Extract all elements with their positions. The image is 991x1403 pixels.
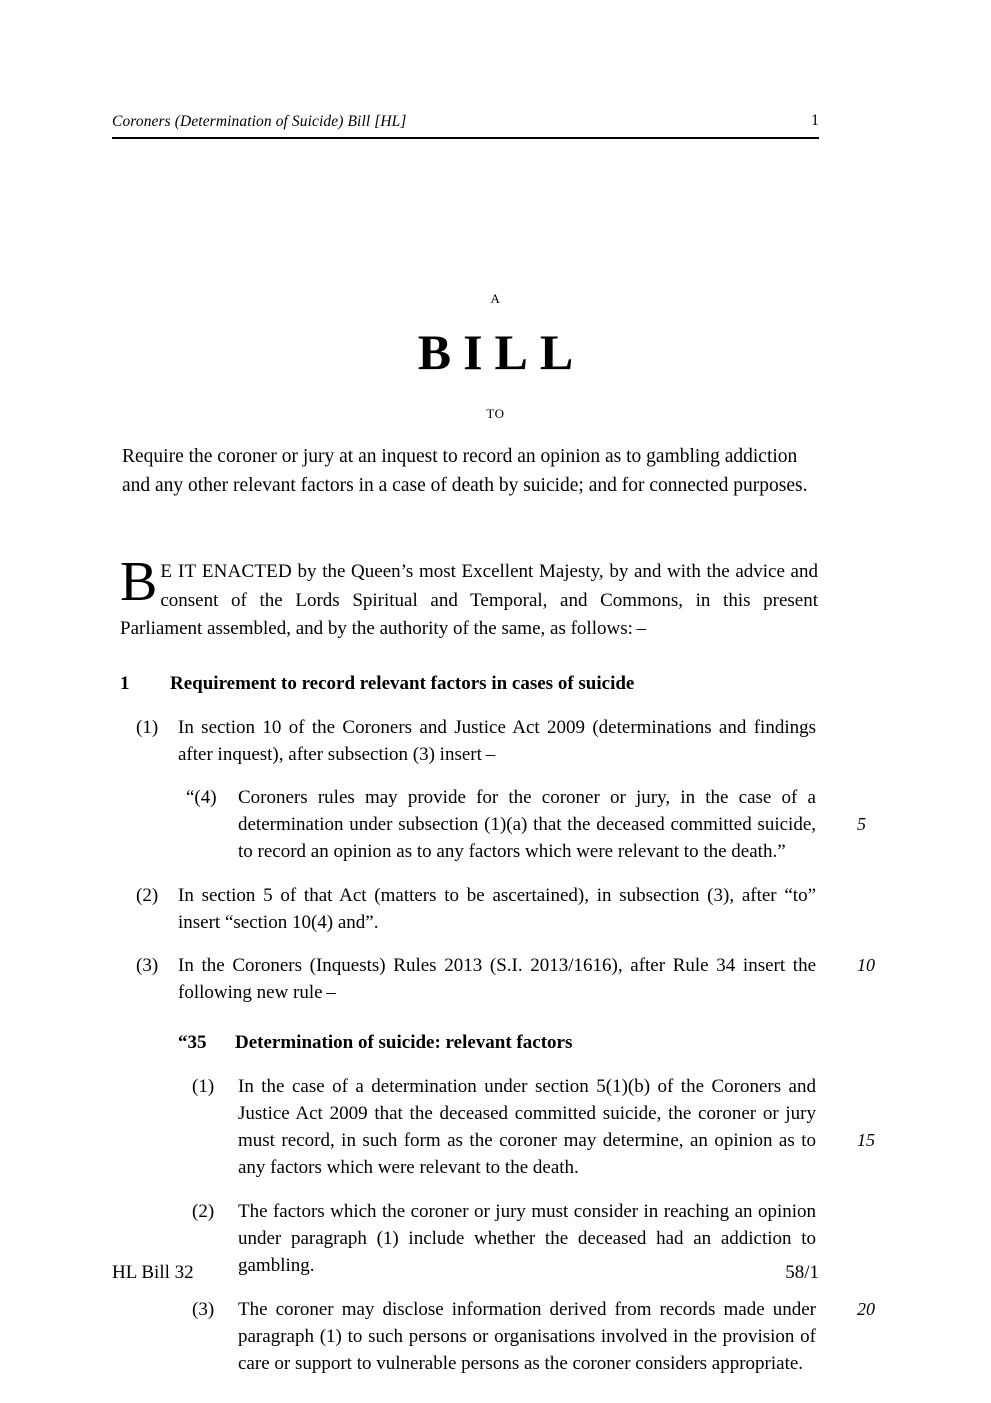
section-heading-1 — [0, 672, 991, 697]
rule-paragraph-3-number: (3) — [192, 1298, 215, 1320]
header-page-number: 1 — [811, 112, 819, 129]
rule-paragraph-1-text: In the case of a determination under section 5(1)(b) of the Coroners and Justice Act 2009 that the deceased committed suicide, the coroner or jury must record, in such form as the coroner may determine, an opinion as to any factors which were relevant to the death. — [238, 1076, 816, 1178]
subsection-3-text: In the Coroners (Inquests) Rules 2013 (S.I. 2013/1616), after Rule 34 insert the following new rule – — [178, 955, 816, 1004]
title-block — [0, 292, 991, 420]
header-bill-title: Coroners (Determination of Suicide) Bill [HL] — [112, 112, 407, 130]
enacting-smallcaps: E IT ENACTED — [160, 561, 292, 582]
rule-paragraph-2-number: (2) — [192, 1200, 215, 1222]
subsection-2-number: (2) — [136, 884, 159, 906]
rule-paragraph-3-text: The coroner may disclose information derived from records made under paragraph (1) to such persons or organisations involved in the provision of care or support to vulnerable persons as the coroner considers appropriate. — [238, 1298, 816, 1374]
section-number: 1 — [120, 673, 130, 694]
header-divider — [112, 137, 819, 139]
line-number-5: 5 — [857, 813, 866, 834]
footer-bill-number: HL Bill 32 — [112, 1262, 194, 1283]
quoted-subsection-4 — [0, 785, 991, 866]
page-footer — [112, 1262, 819, 1284]
line-number-15: 15 — [857, 1130, 875, 1151]
subsection-1-text: In section 10 of the Coroners and Justice Act 2009 (determinations and findings after inquest), after subsection (3) insert – — [178, 716, 816, 765]
long-title: Require the coroner or jury at an inquest to record an opinion as to gambling addiction and any other relevant factors in a case of death by suicide; and for connected purposes. — [122, 446, 808, 496]
enacting-formula — [120, 551, 818, 644]
enacting-dropcap: B — [120, 551, 158, 613]
quoted-subsection-text: Coroners rules may provide for the coroner or jury, in the case of a determination under subsection (1)(a) that the deceased committed suicide, to record an opinion as to any factors which were relevant to the death.” — [238, 786, 816, 862]
subsection-3-number: (3) — [136, 955, 159, 977]
subsection-1-number: (1) — [136, 716, 159, 738]
rule-paragraph-1-number: (1) — [192, 1076, 215, 1098]
rule-paragraph-3 — [0, 1297, 991, 1378]
line-number-10: 10 — [857, 955, 875, 976]
line-number-20: 20 — [857, 1298, 875, 1319]
subsection-2 — [0, 883, 991, 937]
section-heading-text: Requirement to record relevant factors in cases of suicide — [170, 673, 635, 694]
rule-paragraph-2-text: The factors which the coroner or jury must consider in reaching an opinion under paragraph (1) include whether the deceased had an addiction to gambling. — [238, 1200, 816, 1276]
new-rule-heading — [0, 1031, 991, 1056]
subsection-1 — [0, 715, 991, 769]
title-article: A — [490, 291, 501, 306]
running-header — [112, 112, 819, 130]
new-rule-number: “35 — [178, 1032, 207, 1054]
subsection-2-text: In section 5 of that Act (matters to be ascertained), in subsection (3), after “to” insert “section 10(4) and”. — [178, 884, 816, 933]
title-bill-word: BILL — [417, 324, 586, 380]
title-to-word: TO — [486, 406, 505, 421]
quoted-subsection-number: “(4) — [186, 786, 217, 808]
subsection-3 — [0, 953, 991, 1007]
enacting-text: by the Queen’s most Excellent Majesty, by and with the advice and consent of the Lords Spiritual and Temporal, and Commons, in this present Parliament assembled, and by the authority of the same, as follows: – — [120, 561, 818, 639]
new-rule-heading-text: Determination of suicide: relevant factors — [235, 1032, 573, 1054]
rule-paragraph-1 — [0, 1074, 991, 1182]
bill-body — [0, 672, 991, 1395]
footer-reference: 58/1 — [785, 1262, 819, 1283]
